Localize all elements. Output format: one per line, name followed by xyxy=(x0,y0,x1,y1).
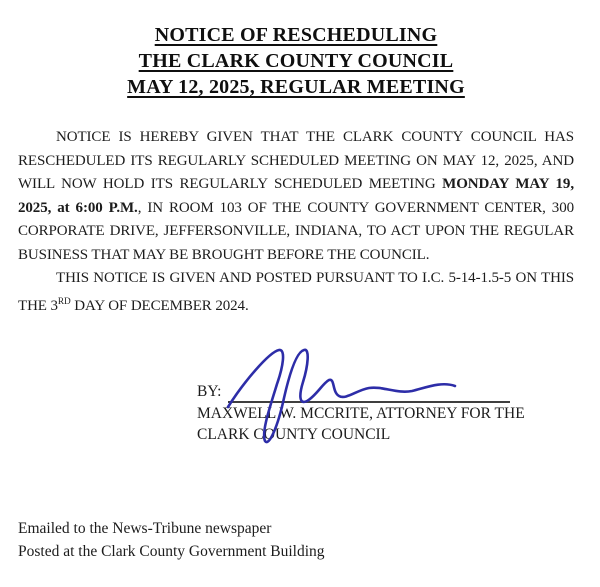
title-line-2: THE CLARK COUNTY COUNCIL xyxy=(138,50,454,72)
distribution-line-2: Posted at the Clark County Government Building xyxy=(18,543,325,560)
document-body xyxy=(18,126,574,318)
title-line-3: MAY 12, 2025, REGULAR MEETING xyxy=(127,76,465,98)
title-line-1: NOTICE OF RESCHEDULING xyxy=(154,24,438,46)
signature-block xyxy=(197,381,527,445)
distribution-line-1: Emailed to the News-Tribune newspaper xyxy=(18,520,272,537)
title-line xyxy=(18,74,574,100)
signature-row xyxy=(197,381,527,403)
notice-paragraph: NOTICE IS HEREBY GIVEN THAT THE CLARK COUNTY COUNCIL HAS RESCHEDULED ITS REGULARLY SCHEDULED MEETING ON MAY 12, 2025, AND WILL NOW HOLD ITS REGULARLY SCHEDULED MEETING MONDAY MAY 19, 2025, at 6:00 P.M., IN ROOM 103 OF THE COUNTY GOVERNMENT CENTER, 300 CORPORATE DRIVE, JEFFERSONVILLE, INDIANA, TO ACT UPON THE REGULAR BUSINESS THAT MAY BE BROUGHT BEFORE THE COUNCIL. xyxy=(18,129,575,263)
signer-name-line-1: MAXWELL W. MCCRITE, ATTORNEY FOR THE xyxy=(197,405,525,422)
signature-line xyxy=(228,381,510,403)
signer-name-line-2: CLARK COUNTY COUNCIL xyxy=(197,426,391,443)
statute-paragraph: THIS NOTICE IS GIVEN AND POSTED PURSUANT TO I.C. 5-14-1.5-5 ON THIS THE 3RD DAY OF DECEMBER 2024. xyxy=(18,270,574,314)
title-line xyxy=(18,48,574,74)
title-line xyxy=(18,22,574,48)
distribution-notes xyxy=(18,517,325,563)
by-label: BY: xyxy=(197,383,222,400)
document-title-block xyxy=(18,22,574,100)
